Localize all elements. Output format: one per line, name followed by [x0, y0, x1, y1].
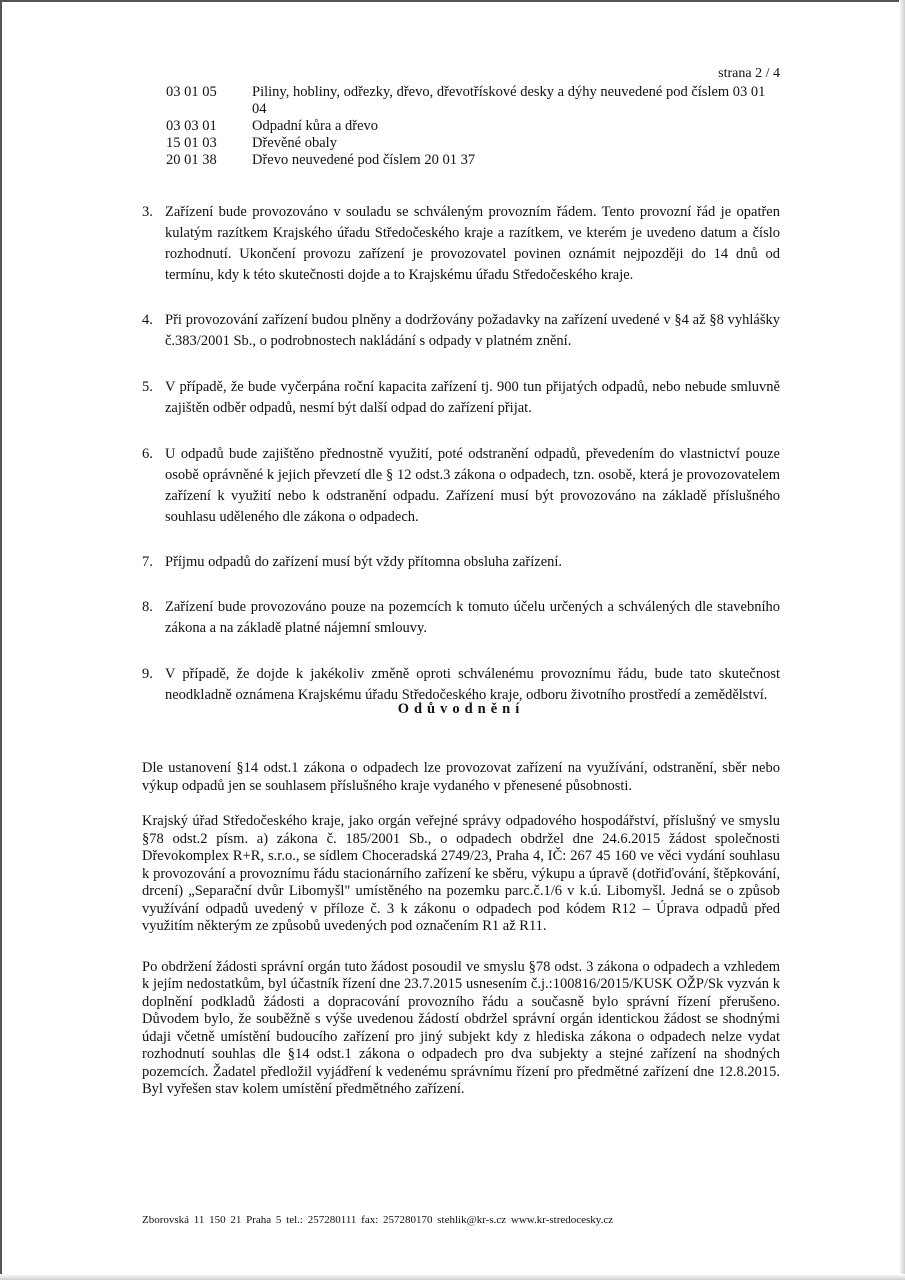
condition-number: 9. [142, 666, 153, 682]
condition-text: Příjmu odpadů do zařízení musí být vždy přítomna obsluha zařízení. [165, 554, 563, 570]
condition-text: V případě, že dojde k jakékoliv změně oproti schválenému provoznímu řádu, bude tato skutečnost neodkladně oznámena Krajskému úřadu Středočeského kraje, odboru životního prostředí a zemědělství. [165, 666, 780, 703]
justification-paragraph: Po obdržení žádosti správní orgán tuto žádost posoudil ve smyslu §78 odst. 3 zákona o odpadech a vzhledem k jejím nedostatkům, byl účastník řízení dne 23.7.2015 usnesením č.j.:100816/2015/KUSK OŽP/Sk vyzván k doplnění podkladů žádosti a dopracování provozního řádu a současně bylo správní řízení přerušeno. Důvodem bylo, že souběžně s výše uvedenou žádostí obdržel správní orgán identickou žádost se shodnými údaji včetně umístění budoucího zařízení pro jiný subjekt kdy z hlediska zákona o odpadech nelze vydat rozhodnutí souhlas dle §14 odst.1 zákona o odpadech pro dva subjekty a stejné zařízení na shodných pozemcích. Žadatel předložil vyjádření k vedenému správnímu řízení pro předmětné zařízení dne 12.8.2015. Byl vyřešen stav kolem umístění předmětného zařízení. [142, 958, 780, 1097]
page-frame-left [0, 0, 2, 1280]
condition-text: Zařízení bude provozováno pouze na pozemcích k tomuto účelu určených a schválených dle stavebního zákona a na základě platné nájemní smlouvy. [165, 599, 780, 636]
condition-item [142, 377, 780, 419]
page-shadow-right [899, 0, 905, 1280]
conditions-list [142, 202, 780, 706]
condition-item [142, 444, 780, 528]
justification-body [142, 760, 780, 1099]
waste-code-row [166, 118, 776, 135]
waste-code-row [166, 84, 776, 118]
condition-item [142, 202, 780, 286]
condition-item [142, 597, 780, 639]
waste-code-description: Odpadní kůra a dřevo [252, 118, 379, 134]
waste-code: 03 01 05 [166, 84, 217, 100]
condition-number: 5. [142, 379, 153, 395]
page-footer: Zborovská 11 150 21 Praha 5 tel.: 257280111 fax: 257280170 stehlik@kr-s.cz www.kr-stredocesky.cz [142, 1214, 614, 1226]
condition-item [142, 310, 780, 352]
waste-code-row [166, 152, 776, 169]
condition-number: 6. [142, 446, 153, 462]
condition-item [142, 552, 780, 573]
justification-paragraph: Krajský úřad Středočeského kraje, jako orgán veřejné správy odpadového hospodářství, příslušný ve smyslu §78 odst.2 písm. a) zákona č. 185/2001 Sb., o odpadech obdržel dne 24.6.2015 žádost společnosti Dřevokomplex R+R, s.r.o., se sídlem Choceradská 2749/23, Praha 4, IČ: 267 45 160 ve věci vydání souhlasu k provozování a provoznímu řádu stacionárního zařízení ke sběru, výkupu a úpravě (dotřiďování, štěpkování, drcení) „Separační dvůr Libomyšl" umístěného na pozemku parc.č.1/6 v k.ú. Libomyšl. Jedná se o způsob využívání odpadů uvedený v příloze č. 3 k zákonu o odpadech pod kódem R12 – Úprava odpadů před využitím některým ze způsobů uvedených pod označením R1 až R11. [142, 813, 780, 934]
waste-code: 20 01 38 [166, 152, 217, 168]
condition-text: V případě, že bude vyčerpána roční kapacita zařízení tj. 900 tun přijatých odpadů, nebo nebude smluvně zajištěn odběr odpadů, nesmí být další odpad do zařízení přijat. [165, 379, 780, 416]
waste-code-description: Dřevo neuvedené pod číslem 20 01 37 [252, 152, 476, 168]
page-frame-top [0, 0, 905, 2]
waste-code-description: Piliny, hobliny, odřezky, dřevo, dřevotřískové desky a dýhy neuvedené pod číslem 03 01 04 [252, 84, 766, 117]
condition-text: U odpadů bude zajištěno přednostně využití, poté odstranění odpadů, převedením do vlastnictví pouze osobě oprávněné k jejich převzetí dle § 12 odst.3 zákona o odpadech, tzn. osobě, která je provozovatelem zařízení k využití nebo k odstranění odpadu. Zařízení musí být provozováno na základě příslušného souhlasu uděleného dle zákona o odpadech. [165, 446, 780, 525]
condition-item [142, 664, 780, 706]
section-heading: Odůvodnění [397, 701, 525, 717]
waste-code-list [166, 84, 776, 169]
page-shadow-bottom [0, 1274, 905, 1280]
waste-code-row [166, 135, 776, 152]
waste-code-description: Dřevěné obaly [252, 135, 337, 151]
condition-number: 3. [142, 204, 153, 220]
condition-number: 7. [142, 554, 153, 570]
waste-code: 03 03 01 [166, 118, 217, 134]
condition-number: 8. [142, 599, 153, 615]
condition-text: Při provozování zařízení budou plněny a dodržovány požadavky na zařízení uvedené v §4 až §8 vyhlášky č.383/2001 Sb., o podrobnostech nakládání s odpady v platném znění. [165, 312, 780, 349]
justification-paragraph: Dle ustanovení §14 odst.1 zákona o odpadech lze provozovat zařízení na využívání, odstranění, sběr nebo výkup odpadů jen se souhlasem příslušného kraje vydaného v přenesené působnosti. [142, 760, 780, 794]
page-number: strana 2 / 4 [718, 66, 780, 81]
waste-code: 15 01 03 [166, 135, 217, 151]
condition-text: Zařízení bude provozováno v souladu se schváleným provozním řádem. Tento provozní řád je opatřen kulatým razítkem Krajského úřadu Středočeského kraje a razítkem, ve kterém je uvedeno datum a číslo rozhodnutí. Ukončení provozu zařízení je provozovatel povinen oznámit nejpozději do 14 dnů od termínu, kdy k této skutečnosti dojde a to Krajskému úřadu Středočeského kraje. [165, 204, 780, 283]
condition-number: 4. [142, 312, 153, 328]
